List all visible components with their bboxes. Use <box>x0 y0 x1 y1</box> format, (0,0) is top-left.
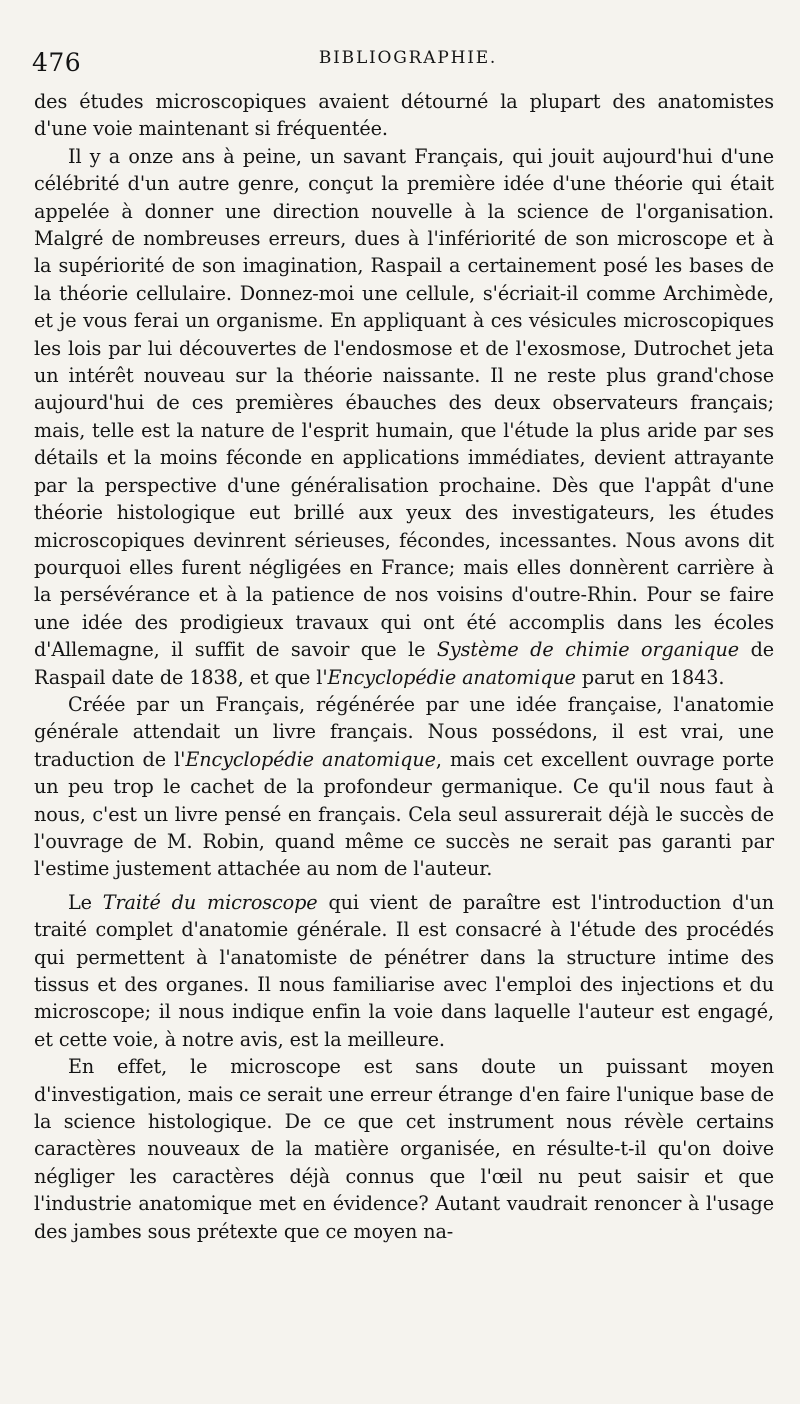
paragraph-2-text-2: de Raspail date de 1838, et que l' <box>34 638 775 689</box>
paragraph-4-text: Le <box>68 890 92 914</box>
paragraph-3-text: Créée par un Français, régénérée par une idée française, l'anatomie générale attendait un livre français. Nous possédons, il est vrai, une traduction de l' <box>34 692 774 771</box>
body-text <box>34 88 774 1245</box>
page-header <box>28 40 788 80</box>
paragraph-5 <box>34 1053 774 1245</box>
book-title-systeme: Système de chimie organique <box>436 638 740 662</box>
paragraph-2-text-3: parut en 1843. <box>581 665 725 689</box>
book-title-encyclopedie: Encyclopédie anatomique <box>327 665 576 689</box>
paragraph-2 <box>34 143 774 691</box>
paragraph-3-text-2: , mais cet excellent ouvrage porte un peu trop le cachet de la profondeur germanique. Ce qu'il nous faut à nous, c'est un livre pensé en français. Cela seul assurerait déjà le succès de l'ouvrage de M. Robin, quand même ce succès ne serait pas garanti par l'estime justement attachée au nom de l'auteur. <box>34 747 775 881</box>
paragraph-3 <box>34 691 774 883</box>
paragraph-1-text: des études microscopiques avaient détourné la plupart des anatomistes d'une voie maintenant si fréquentée. <box>34 90 774 141</box>
page-number: 476 <box>32 48 82 77</box>
paragraph-4 <box>34 889 774 1053</box>
running-head: BIBLIOGRAPHIE. <box>318 48 498 68</box>
paragraph-4-text-2: qui vient de paraître est l'introduction d'un traité complet d'anatomie générale. Il est consacré à l'étude des procédés qui permettent à l'anatomiste de pénétrer dans la structure intime des tissus et des organes. Il nous familiarise avec l'emploi des injections et du microscope; il nous indique enfin la voie dans laquelle l'auteur est engagé, et cette voie, à notre avis, est la meilleure. <box>34 890 774 1051</box>
paragraph-1 <box>34 88 774 143</box>
book-title-traite: Traité du microscope <box>102 890 318 914</box>
paragraph-2-text: Il y a onze ans à peine, un savant Français, qui jouit aujourd'hui d'une célébrité d'un autre genre, conçut la première idée d'une théorie qui était appelée à donner une direction nouvelle à la science de l'organisation. Malgré de nombreuses erreurs, dues à l'infériorité de son microscope et à la supériorité de son imagination, Raspail a certainement posé les bases de la théorie cellulaire. Donnez-moi une cellule, s'écriait-il comme Archimède, et je vous ferai un organisme. En appliquant à ces vésicules microscopiques les lois par lui découvertes de l'endosmose et de l'exosmose, Dutrochet jeta un intérêt nouveau sur la théorie naissante. Il ne reste plus grand'chose aujourd'hui de ces premières ébauches des deux observateurs français; mais, telle est la nature de l'esprit humain, que l'étude la plus aride par ses détails et la moins féconde en applications immédiates, devient attrayante par la perspective d'une généralisation prochaine. Dès que l'appât d'une théorie histologique eut brillé aux yeux des investigateurs, les études microscopiques devinrent sérieuses, fécondes, incessantes. Nous avons dit pourquoi elles furent négligées en France; mais elles donnèrent carrière à la persévérance et à la patience de nos voisins d'outre-Rhin. Pour se faire une idée des prodigieux travaux qui ont été accomplis dans les écoles d'Allemagne, il suffit de savoir que le <box>34 144 774 662</box>
paragraph-5-text: En effet, le microscope est sans doute un puissant moyen d'investigation, mais ce serait une erreur étrange d'en faire l'unique base de la science histologique. De ce que cet instrument nous révèle certains caractères nouveaux de la matière organisée, en résulte-t-il qu'on doive négliger les caractères déjà connus que l'œil nu peut saisir et que l'industrie anatomique met en évidence? Autant vaudrait renoncer à l'usage des jambes sous prétexte que ce moyen na- <box>34 1055 774 1243</box>
book-title-encyclopedie-2: Encyclopédie anatomique <box>185 747 436 771</box>
